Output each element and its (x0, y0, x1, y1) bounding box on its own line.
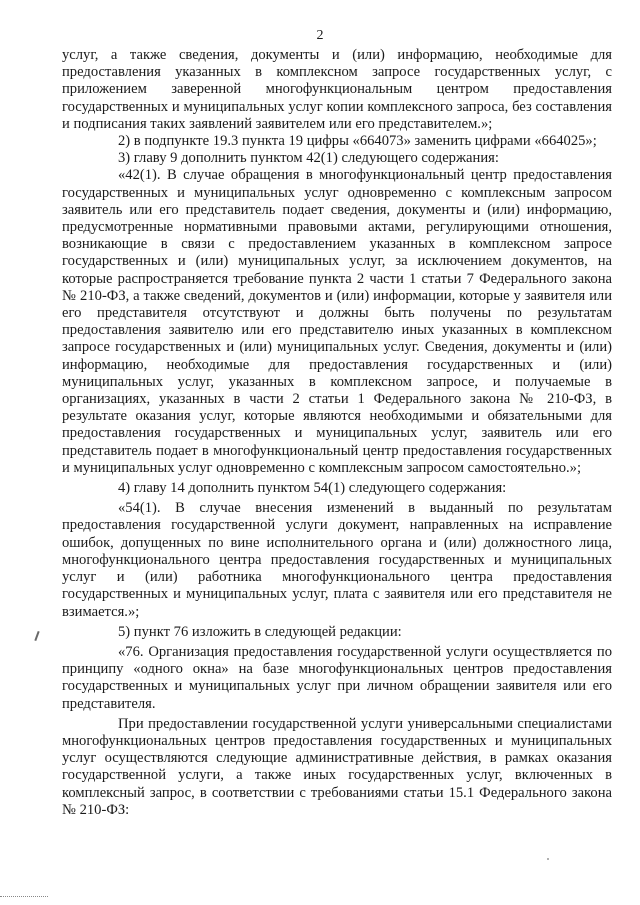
margin-mark (34, 631, 39, 641)
paragraph-clause-42-1: «42(1). В случае обращения в многофункциональный центр предоставления государственных и муниципальных услуг одновременно с комплексным запросом заявитель или его представитель подает сведения, документы и (или) информацию, предусмотренные нормативными правовыми актами, регулирующими отношения, возникающие в связи с предоставлением указанных в комплексном запросе государственных и (или) муниципальных услуг, за исключением документов, на которые распространяется требование пункта 2 части 1 статьи 7 Федерального закона № 210-ФЗ, а также сведений, документов и (или) информации, которые у заявителя или его представителя отсутствуют и должны быть получены по результатам предоставления заявителю или его представителю иных указанных в комплексном запросе государственных и (или) муниципальных услуг. Сведения, документы и (или) информацию, необходимые для предоставления государственных и (или) муниципальных услуг, указанных в комплексном запросе, и получаемые в организациях, указанных в части 2 статьи 1 Федерального закона № 210-ФЗ, в результате оказания услуг, которые являются необходимыми и обязательными для предоставления государственных и муниципальных услуг, заявитель или его представитель подает в многофункциональный центр предоставления государственных и муниципальных услуг одновременно с комплексным запросом самостоятельно.»; (62, 167, 612, 476)
paragraph-clause-54-1: «54(1). В случае внесения изменений в выданный по результатам предоставления государственной услуги документ, направленных на исправление ошибок, допущенных по вине исполнительного органа и (или) должностного лица, многофункционального центра предоставления государственных и муниципальных услуг и (или) работника многофункционального центра предоставления государственных и муниципальных услуг, плата с заявителя или его представителя не взимается.»; (62, 500, 612, 620)
scan-edge-mark (0, 896, 48, 898)
scan-speck (547, 858, 549, 860)
paragraph-item-5: 5) пункт 76 изложить в следующей редакции: (118, 623, 402, 640)
paragraph-item-4: 4) главу 14 дополнить пунктом 54(1) следующего содержания: (118, 480, 507, 497)
paragraph-item-3: 3) главу 9 дополнить пунктом 42(1) следующего содержания: (118, 150, 499, 167)
page-number: 2 (316, 28, 324, 43)
paragraph-item-2: 2) в подпункте 19.3 пункта 19 цифры «664073» заменить цифрами «664025»; (118, 133, 597, 150)
paragraph-continuation: услуг, а также сведения, документы и (или) информацию, необходимые для предоставления указанных в комплексном запросе государственных услуг, с приложением заверенной многофункциональным центром предоставления государственных и муниципальных услуг копии комплексного запроса, без составления и подписания таких заявлений заявителем или его представителем.»; (62, 47, 612, 132)
paragraph-clause-76-continued: При предоставлении государственной услуги универсальными специалистами многофункциональных центров предоставления государственных и муниципальных услуг осуществляются следующие административные действия, в рамках оказания государственной услуги, а также иных государственных услуг, включенных в комплексный запрос, в соответствии с требованиями статьи 15.1 Федерального закона № 210-ФЗ: (62, 715, 612, 818)
document-body (62, 47, 612, 819)
paragraph-clause-76: «76. Организация предоставления государственной услуги осуществляется по принципу «одного окна» на базе многофункциональных центров предоставления государственных и муниципальных услуг при личном обращении заявителя или его представителя. (62, 643, 612, 712)
